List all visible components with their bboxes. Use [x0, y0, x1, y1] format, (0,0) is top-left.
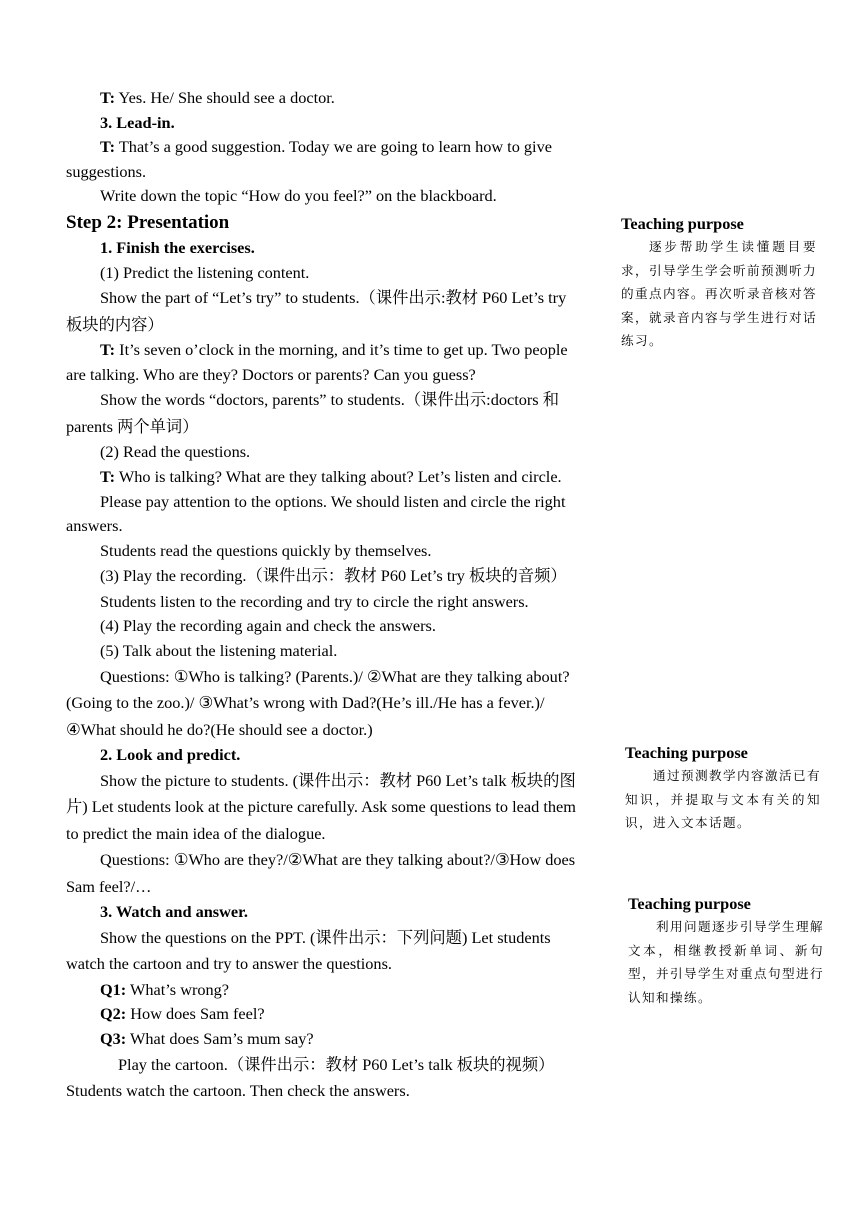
question-text: What does Sam’s mum say? [126, 1028, 314, 1048]
question-label: Q2: [100, 1004, 127, 1024]
question-line [66, 1002, 578, 1027]
paragraph: Play the cartoon.（课件出示：教材 P60 Let’s talk 板块的视频）Students watch the cartoon. Then check the answers. [66, 1054, 555, 1101]
paragraph: (3) Play the recording.（课件出示：教材 P60 Let’s try 板块的音频） [100, 566, 567, 586]
paragraph: Show the part of “Let’s try” to students.（课件出示:教材 P60 Let’s try 板块的内容） [66, 288, 567, 334]
line-text: Who is talking? What are they talking about? Let’s listen and circle. [115, 466, 562, 486]
paragraph: Questions: ①Who is talking? (Parents.)/ ②What are they talking about? (Going to the zoo.)/ ③What’s wrong with Dad?(He’s ill./He has a fever.)/ ④What should he do?(He should see a doctor.) [66, 666, 570, 739]
note-body: 通过预测教学内容激活已有知识，并提取与文本有关的知识，进入文本话题。 [625, 768, 821, 830]
question-label: Q3: [100, 1028, 127, 1048]
line-text: Yes. He/ She should see a doctor. [115, 88, 335, 107]
teacher-line [66, 135, 578, 184]
question-line [66, 978, 578, 1003]
paragraph: Show the questions on the PPT. (课件出示：下列问题) Let students watch the cartoon and try to answer the questions. [66, 927, 551, 974]
paragraph: Please pay attention to the options. We should listen and circle the right answers. [66, 491, 566, 536]
section-heading: 3. Lead-in. [100, 112, 175, 132]
note-title: Teaching purpose [628, 894, 751, 913]
speaker-label: T: [100, 466, 116, 486]
speaker-label: T: [100, 88, 116, 107]
teaching-purpose-note-2 [625, 741, 821, 835]
teaching-purpose-note-3 [628, 892, 824, 1009]
question-label: Q1: [100, 979, 127, 999]
teacher-line [66, 338, 578, 387]
paragraph: (4) Play the recording again and check the answers. [100, 616, 436, 636]
section-heading: 2. Look and predict. [100, 745, 241, 765]
line-text: That’s a good suggestion. Today we are going to learn how to give suggestions. [66, 137, 552, 181]
line-text: It’s seven o’clock in the morning, and it’s time to get up. Two people are talking. Who are they? Doctors or parents? Can you guess? [66, 340, 568, 384]
step-heading: Step 2: Presentation [66, 211, 230, 233]
note-body: 逐步帮助学生读懂题目要求，引导学生学会听前预测听力的重点内容。再次听录音核对答案，就录音内容与学生进行对话练习。 [621, 239, 817, 348]
paragraph: (1) Predict the listening content. [100, 262, 310, 282]
paragraph: Students read the questions quickly by themselves. [100, 540, 432, 560]
paragraph: (5) Talk about the listening material. [100, 641, 338, 660]
teacher-line [66, 86, 578, 111]
paragraph: Questions: ①Who are they?/②What are they talking about?/③How does Sam feel?/… [66, 850, 576, 896]
paragraph: (2) Read the questions. [100, 442, 251, 462]
question-text: How does Sam feel? [126, 1004, 265, 1024]
note-title: Teaching purpose [621, 214, 744, 233]
speaker-label: T: [100, 137, 116, 157]
speaker-label: T: [100, 340, 116, 360]
paragraph: Write down the topic “How do you feel?” on the blackboard. [100, 186, 497, 206]
teacher-line [66, 465, 578, 490]
question-line [66, 1027, 578, 1052]
note-title: Teaching purpose [625, 743, 748, 762]
note-body: 利用问题逐步引导学生理解文本，相继教授新单词、新句型，并引导学生对重点句型进行认知和操练。 [628, 919, 824, 1005]
section-heading: 3. Watch and answer. [100, 902, 248, 922]
paragraph: Students listen to the recording and try to circle the right answers. [100, 591, 529, 611]
lesson-plan-main [66, 86, 578, 1105]
teaching-purpose-note-1 [621, 212, 817, 353]
section-heading: 1. Finish the exercises. [100, 237, 255, 257]
question-text: What’s wrong? [126, 979, 230, 999]
paragraph: Show the words “doctors, parents” to students.（课件出示:doctors 和 parents 两个单词） [66, 390, 559, 436]
paragraph: Show the picture to students. (课件出示：教材 P60 Let’s talk 板块的图片) Let students look at the picture carefully. Ask some questions to lead them to predict the main idea of the dialogue. [66, 770, 576, 843]
